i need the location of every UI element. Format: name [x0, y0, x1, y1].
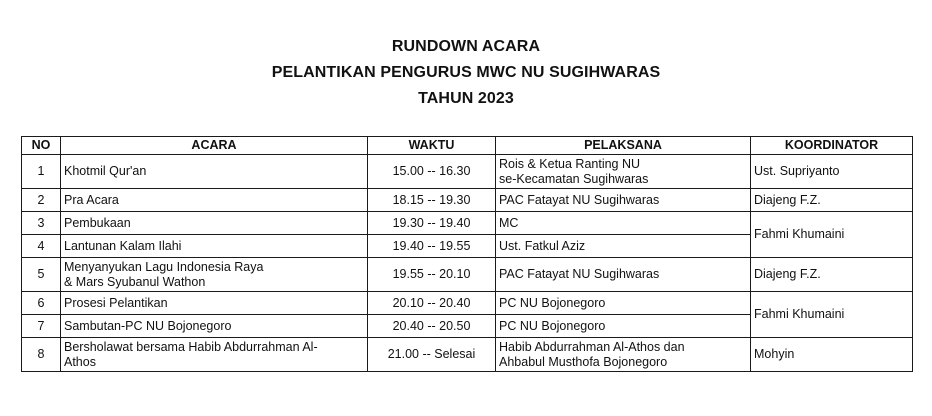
table-row [22, 292, 913, 315]
row-acara [61, 338, 368, 372]
row-pelaksana-line: PAC Fatayat NU Sugihwaras [499, 267, 660, 281]
row-no: 6 [22, 292, 61, 315]
row-acara-line: Khotmil Qur'an [64, 164, 147, 178]
row-acara [61, 258, 368, 292]
row-pelaksana [496, 338, 751, 372]
row-acara-line: Lantunan Kalam Ilahi [64, 238, 182, 253]
table-row [22, 155, 913, 189]
row-pelaksana-line: MC [499, 215, 519, 230]
row-pelaksana-line: PAC Fatayat NU Sugihwaras [499, 192, 660, 207]
row-acara [61, 155, 368, 189]
row-acara-line: & Mars Syubanul Wathon [64, 274, 206, 289]
document-year: TAHUN 2023 [418, 90, 514, 107]
row-pelaksana-line: PC NU Bojonegoro [499, 295, 606, 310]
row-no: 5 [22, 258, 61, 292]
row-waktu: 20.40 -- 20.50 [368, 315, 496, 338]
row-acara [61, 315, 368, 338]
row-pelaksana [496, 212, 751, 235]
row-koordinator: Diajeng F.Z. [751, 189, 913, 212]
row-koordinator: Fahmi Khumaini [751, 212, 913, 258]
table-row [22, 338, 913, 372]
row-pelaksana [496, 235, 751, 258]
row-acara [61, 212, 368, 235]
document-subtitle: PELANTIKAN PENGURUS MWC NU SUGIHWARAS [271, 64, 661, 81]
column-header-no: NO [22, 137, 61, 155]
row-pelaksana [496, 292, 751, 315]
row-no: 8 [22, 338, 61, 372]
row-koordinator: Ust. Supriyanto [751, 155, 913, 189]
table-row [22, 212, 913, 235]
document-title-block [0, 34, 932, 112]
row-koordinator: Mohyin [751, 338, 913, 372]
row-waktu: 15.00 -- 16.30 [368, 155, 496, 189]
column-header-acara: ACARA [61, 137, 368, 155]
row-waktu: 20.10 -- 20.40 [368, 292, 496, 315]
row-pelaksana [496, 155, 751, 189]
row-waktu: 21.00 -- Selesai [368, 338, 496, 372]
table-row [22, 258, 913, 292]
row-no: 1 [22, 155, 61, 189]
row-waktu: 19.40 -- 19.55 [368, 235, 496, 258]
row-acara-line: Pembukaan [64, 215, 131, 230]
row-koordinator: Fahmi Khumaini [751, 292, 913, 338]
rundown-table [21, 136, 913, 372]
row-acara-line: Athos [64, 354, 96, 369]
row-acara-line: Bersholawat bersama Habib Abdurrahman Al- [64, 339, 318, 354]
row-acara-line: Sambutan-PC NU Bojonegoro [64, 318, 232, 333]
row-acara-line: Menyanyukan Lagu Indonesia Raya [64, 259, 264, 274]
row-acara-line: Prosesi Pelantikan [64, 295, 168, 310]
row-acara [61, 235, 368, 258]
row-acara [61, 189, 368, 212]
row-pelaksana-line: se-Kecamatan Sugihwaras [499, 171, 649, 186]
row-pelaksana-line: Habib Abdurrahman Al-Athos dan [499, 339, 685, 354]
row-pelaksana-line: Rois & Ketua Ranting NU [499, 156, 641, 171]
row-pelaksana [496, 258, 751, 292]
table-header-row [22, 137, 913, 155]
row-no: 3 [22, 212, 61, 235]
row-no: 7 [22, 315, 61, 338]
row-no: 4 [22, 235, 61, 258]
row-pelaksana [496, 189, 751, 212]
column-header-waktu: WAKTU [368, 137, 496, 155]
document-title: RUNDOWN ACARA [391, 38, 541, 55]
row-waktu: 19.55 -- 20.10 [368, 258, 496, 292]
table-row [22, 189, 913, 212]
row-waktu: 18.15 -- 19.30 [368, 189, 496, 212]
row-koordinator: Diajeng F.Z. [751, 258, 913, 292]
column-header-pelaksana: PELAKSANA [496, 137, 751, 155]
row-pelaksana-line: Ahbabul Musthofa Bojonegoro [499, 354, 668, 369]
row-acara [61, 292, 368, 315]
column-header-koordinator: KOORDINATOR [751, 137, 913, 155]
row-pelaksana-line: Ust. Fatkul Aziz [499, 238, 586, 253]
row-acara-line: Pra Acara [64, 192, 119, 207]
row-pelaksana-line: PC NU Bojonegoro [499, 318, 606, 333]
row-no: 2 [22, 189, 61, 212]
row-pelaksana [496, 315, 751, 338]
row-waktu: 19.30 -- 19.40 [368, 212, 496, 235]
